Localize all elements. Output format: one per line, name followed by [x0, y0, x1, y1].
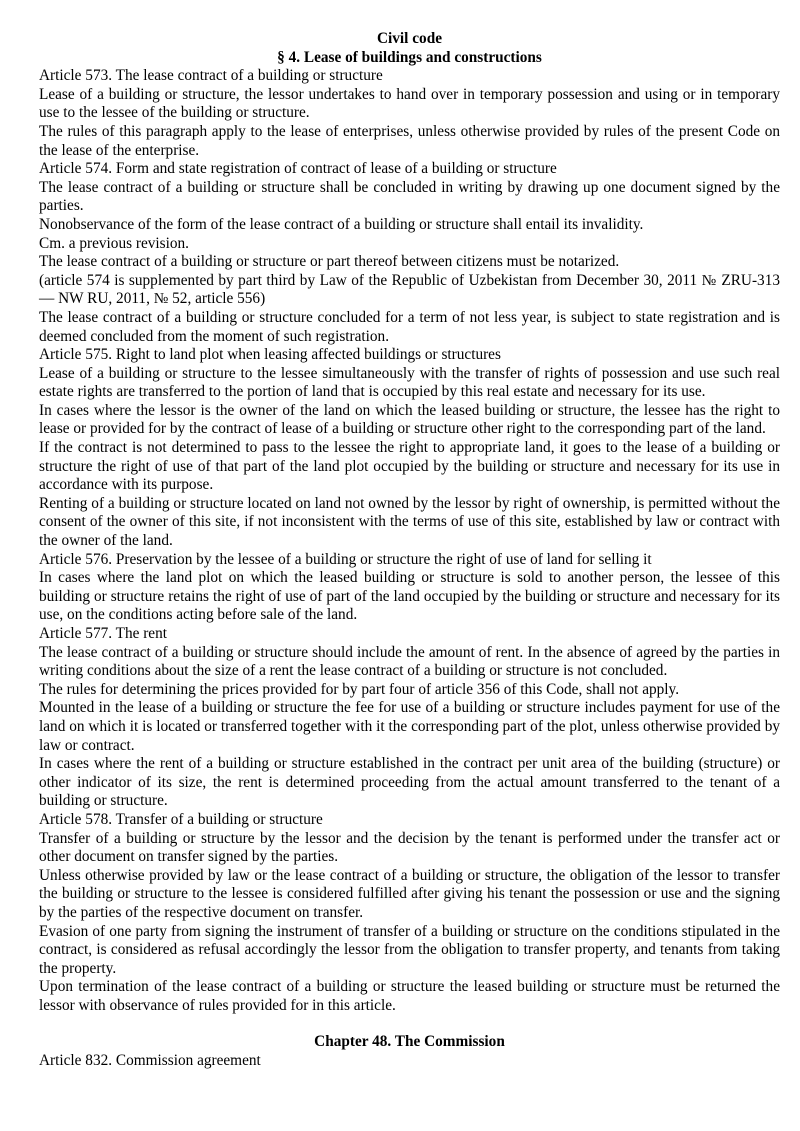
article-heading: Article 575. Right to land plot when leasing affected buildings or structures	[39, 346, 501, 364]
paragraph: Lease of a building or structure, the lessor undertakes to hand over in temporary possession and using or in temporary use to the lessee of the building or structure.	[39, 85, 780, 122]
paragraph: If the contract is not determined to pass to the lessee the right to appropriate land, it goes to the lease of a building or structure the right of use of that part of the land plot occupied by the building or structure and necessary for its use in accordance with its purpose.	[39, 439, 780, 494]
article-heading: Article 573. The lease contract of a building or structure	[39, 67, 383, 85]
paragraph: Renting of a building or structure located on land not owned by the lessor by right of ownership, is permitted without the consent of the owner of this site, if not inconsistent with the terms of use of this site, established by law or contract with the owner of the land.	[39, 494, 780, 550]
paragraph: In cases where the rent of a building or structure established in the contract per unit area of the building (structure) or other indicator of its size, the rent is determined proceeding from the actual amount transferred to the tenant of a building or structure.	[39, 755, 780, 810]
article-heading: Article 574. Form and state registration of contract of lease of a building or structure	[39, 160, 557, 178]
document-title: Civil code	[376, 30, 442, 47]
paragraph: (article 574 is supplemented by part third by Law of the Republic of Uzbekistan from December 30, 2011 № ZRU-313 — NW RU, 2011, № 52, article 556)	[39, 271, 780, 308]
article-heading: Article 578. Transfer of a building or structure	[39, 810, 323, 828]
section-title: § 4. Lease of buildings and constructions	[277, 48, 542, 66]
paragraph: The lease contract of a building or structure or part thereof between citizens must be notarized.	[39, 253, 620, 271]
article-heading: Article 576. Preservation by the lessee of a building or structure the right of use of land for selling it	[39, 550, 652, 568]
spacer	[39, 1015, 780, 1033]
paragraph: The rules of this paragraph apply to the lease of enterprises, unless otherwise provided by rules of the present Code on the lease of the enterprise.	[39, 122, 780, 159]
paragraph: The rules for determining the prices provided for by part four of article 356 of this Code, shall not apply.	[39, 680, 680, 698]
paragraph: In cases where the lessor is the owner of the land on which the leased building or structure, the lessee has the right to lease or provided for by the contract of lease of a building or structure other right to the corresponding part of the land.	[39, 401, 780, 438]
paragraph: The lease contract of a building or structure should include the amount of rent. In the absence of agreed by the parties in writing conditions about the size of a rent the lease contract of a building or structure is not concluded.	[39, 643, 780, 680]
paragraph: Upon termination of the lease contract of a building or structure the leased building or structure must be returned the lessor with observance of rules provided for in this article.	[39, 978, 780, 1014]
chapter-title: Chapter 48. The Commission	[314, 1033, 505, 1051]
paragraph: The lease contract of a building or structure concluded for a term of not less year, is subject to state registration and is deemed concluded from the moment of such registration.	[39, 308, 780, 345]
section-body	[39, 67, 780, 1015]
article-heading: Article 577. The rent	[39, 625, 167, 642]
paragraph: Unless otherwise provided by law or the lease contract of a building or structure, the obligation of the lessor to transfer the building or structure to the lessee is considered fulfilled after giving his tenant the possession or use and the signing by the parties of the respective document on transfer.	[39, 866, 780, 921]
paragraph: Transfer of a building or structure by the lessor and the decision by the tenant is performed under the transfer act or other document on transfer signed by the parties.	[39, 829, 780, 866]
paragraph: In cases where the land plot on which the leased building or structure is sold to another person, the lessee of this building or structure retains the right of use of part of the land occupied by the building or structure and necessary for its use, on the conditions acting before sale of the land.	[39, 569, 780, 624]
paragraph: Mounted in the lease of a building or structure the fee for use of a building or structure includes payment for use of the land on which it is located or transferred together with it the corresponding part of the plot, unless otherwise provided by law or contract.	[39, 699, 780, 754]
article-heading: Article 832. Commission agreement	[39, 1052, 261, 1070]
paragraph: The lease contract of a building or structure shall be concluded in writing by drawing up one document signed by the parties.	[39, 178, 780, 215]
paragraph: Evasion of one party from signing the instrument of transfer of a building or structure on the conditions stipulated in the contract, is considered as refusal accordingly the lessor from the obligation to transfer property, and tenants from taking the property.	[39, 922, 780, 977]
paragraph: Nonobservance of the form of the lease contract of a building or structure shall entail its invalidity.	[39, 215, 644, 233]
paragraph: Cm. a previous revision.	[39, 234, 189, 252]
paragraph: Lease of a building or structure to the lessee simultaneously with the transfer of rights of possession and use such real estate rights are transferred to the portion of land that is occupied by this real estate and necessary for its use.	[39, 364, 780, 401]
